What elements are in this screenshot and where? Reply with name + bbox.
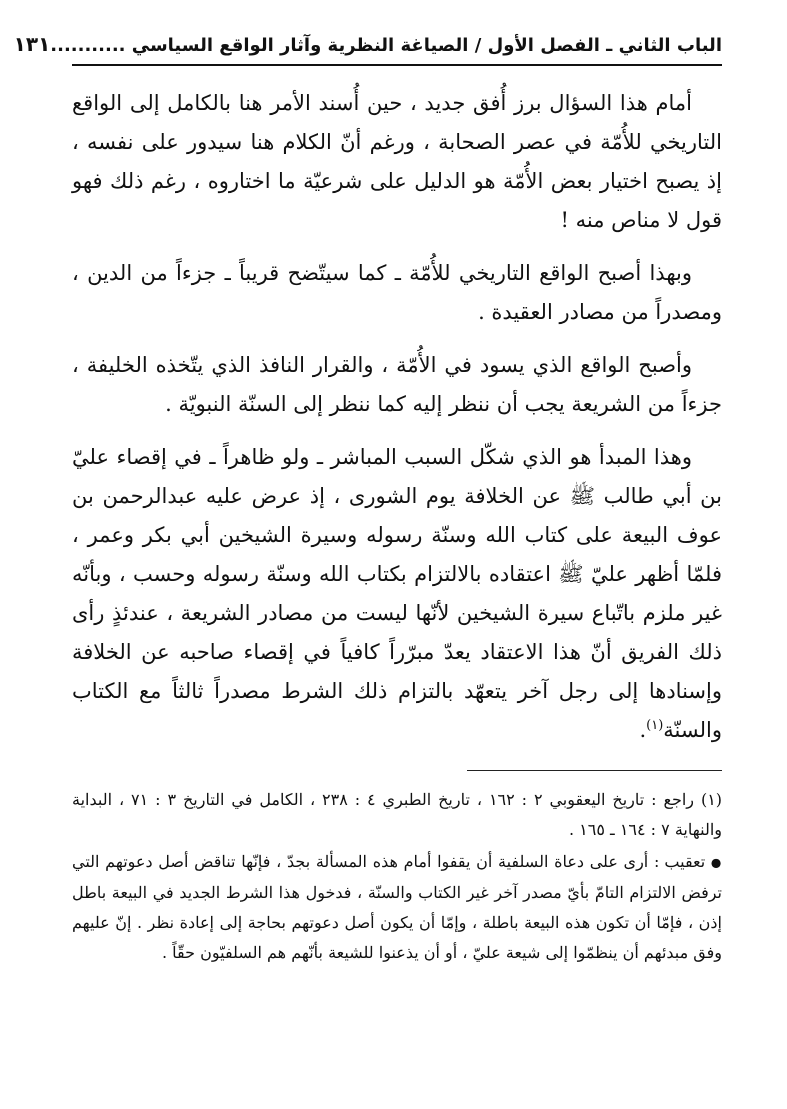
- main-text: [72, 84, 722, 750]
- paragraph-4-text: وهذا المبدأ هو الذي شكّل السبب المباشر ـ ولو ظاهراً ـ في إقصاء عليّ بن أبي طالب ﷺ عن الخلافة يوم الشورى ، إذ عرض عليه عبدالرحمن بن عوف البيعة على كتاب الله وسنّة رسوله وسيرة الشيخين أبي بكر وعمر ، فلمّا أظهر عليّ ﷺ اعتقاده بالالتزام بكتاب الله وسنّة رسوله وحسب ، وبأنّه غير ملزم باتّباع سيرة الشيخين لأنّها ليست من مصادر الشريعة ، عندئذٍ رأى ذلك الفريق أنّ هذا الاعتقاد يعدّ مبرّراً كافياً في إقصاء صاحبه عن الخلافة وإسنادها إلى رجل آخر يتعهّد بالتزام ذلك الشرط مصدراً ثالثاً مع الكتاب والسنّة: [72, 445, 722, 742]
- running-head: الباب الثاني ـ الفصل الأول / الصياغة النظرية وآثار الواقع السياسي ...........: [50, 35, 722, 56]
- footnote-comment-text: تعقيب : أرى على دعاة السلفية أن يقفوا أمام هذه المسألة بجدّ ، فإنّها تناقض أصل دعوتهم التي ترفض الالتزام التامّ بأيّ مصدر آخر غير الكتاب والسنّة ، فدخول هذا الشرط الجديد في البيعة باطل إذن ، فإمّا أن تكون هذه البيعة باطلة ، وإمّا أن يكون أصل دعوتهم بحاجة إلى إعادة نظر . إنّ عليهم وفق مبدئهم أن ينظمّوا إلى شيعة عليّ ، أو أن يذعنوا للشيعة بأنّهم هم السلفيّون حقّاً .: [72, 852, 722, 962]
- paragraph-1: أمام هذا السؤال برز أُفق جديد ، حين أُسند الأمر هنا بالكامل إلى الواقع التاريخي للأُمّة في عصر الصحابة ، ورغم أنّ الكلام هنا سيدور على نفسه ، إذ يصبح اختيار بعض الأُمّة هو الدليل على شرعيّة ما اختاروه ، رغم ذلك فهو قول لا مناص منه !: [72, 91, 722, 232]
- bullet-icon: ●: [710, 855, 722, 870]
- footnote-marker[interactable]: (١): [646, 718, 664, 733]
- paragraph-4: [72, 438, 722, 750]
- paragraph-4-end: .: [639, 718, 647, 742]
- book-page: [13, 30, 723, 1080]
- footnote-1: (١) راجع : تاريخ اليعقوبي ٢ : ١٦٢ ، تاريخ الطبري ٤ : ٢٣٨ ، الكامل في التاريخ ٣ : ٧١ ، البداية والنهاية ٧ : ١٦٤ ـ ١٦٥ .: [72, 790, 723, 839]
- header-divider: [72, 64, 722, 66]
- paragraph-2: وبهذا أصبح الواقع التاريخي للأُمّة ـ كما سيتّضح قريباً ـ جزءاً من الدين ، ومصدراً من مصادر العقيدة .: [72, 261, 722, 324]
- paragraph-3: وأصبح الواقع الذي يسود في الأُمّة ، والقرار النافذ الذي يتّخذه الخليفة ، جزءاً من الشريعة يجب أن ننظر إليه كما ننظر إلى السنّة النبويّة .: [72, 353, 722, 416]
- page-header: [13, 30, 722, 60]
- footnotes: [72, 785, 722, 968]
- page-number: ١٣١: [13, 32, 51, 56]
- footnote-divider: [467, 770, 722, 771]
- footnote-comment: [72, 847, 722, 968]
